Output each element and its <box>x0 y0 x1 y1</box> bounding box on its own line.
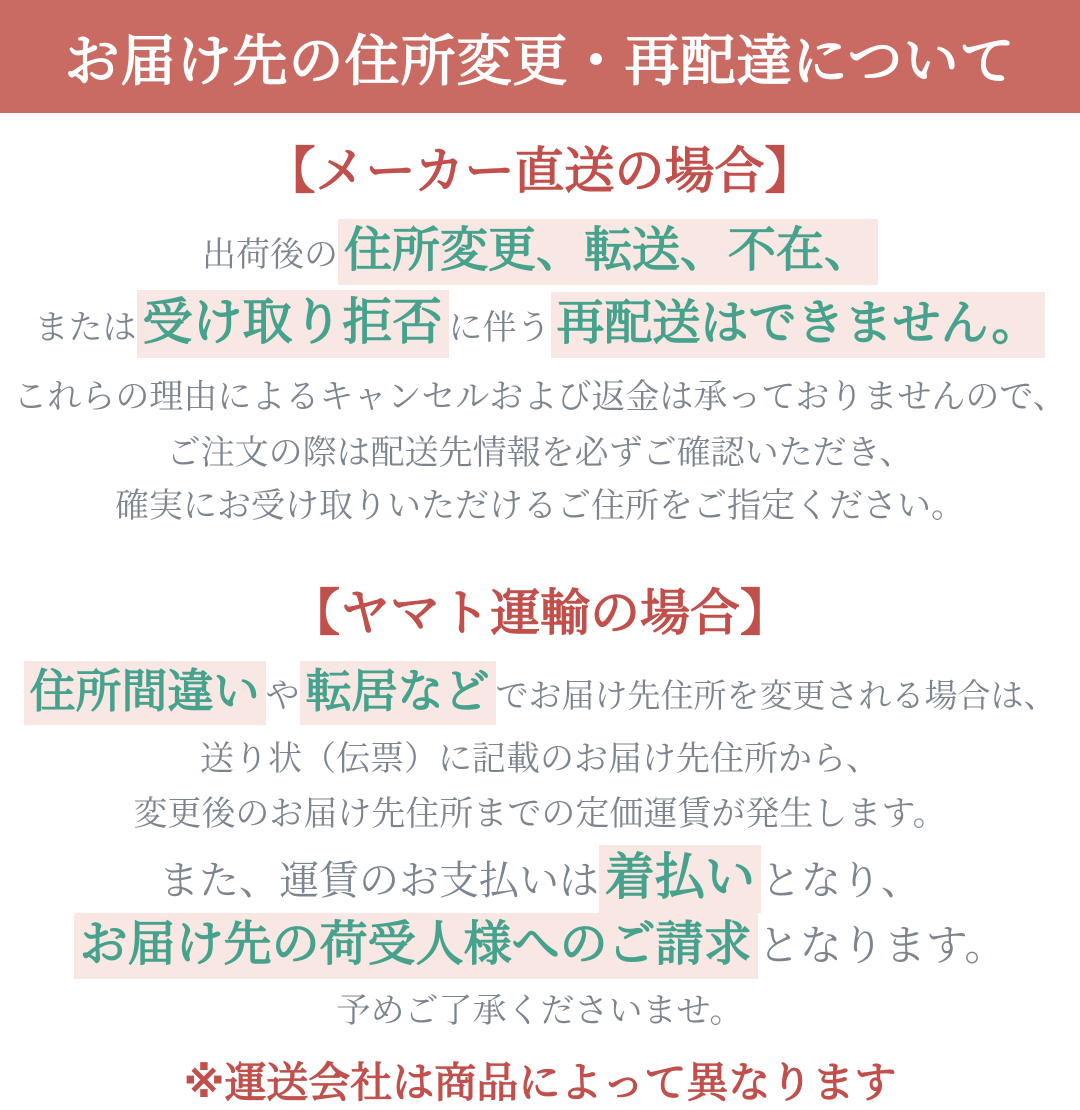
text-segment: でお届け先住所を変更される場合は、 <box>495 676 1057 716</box>
section-yamato-transport <box>0 573 1080 1110</box>
text-segment: となります。 <box>757 920 1007 970</box>
yamato-paragraph-3: 予めご了承くださいませ。 <box>336 990 744 1031</box>
section-maker-direct <box>0 131 1080 527</box>
banner-title: お届け先の住所変更・再配達について <box>64 29 1016 93</box>
maker-paragraph-2: ご注文の際は配送先情報を必ずご確認いただき、 <box>166 433 914 474</box>
text-segment: 出荷後の <box>201 235 338 275</box>
maker-line-refusal <box>0 294 1080 352</box>
highlight-keyword: 住所変更、転送、不在、 <box>338 219 878 285</box>
highlight-keyword: 受け取り拒否 <box>137 290 449 358</box>
text-segment: や <box>265 676 300 717</box>
text-segment: または <box>34 308 137 349</box>
maker-paragraph-1: これらの理由によるキャンセルおよび返金は承っておりませんので、 <box>13 376 1067 417</box>
yamato-line-address-change <box>0 665 1080 718</box>
maker-paragraph-3: 確実にお受け取りいただけるご住所をご指定ください。 <box>115 485 965 526</box>
maker-line-shipped <box>0 223 1080 278</box>
maker-section-heading: 【メーカー直送の場合】 <box>265 142 815 200</box>
yamato-paragraph-1: 送り状（伝票）に記載のお届け先住所から、 <box>200 739 880 780</box>
carrier-varies-note: ※運送会社は商品によって異なります <box>183 1058 897 1108</box>
banner <box>0 0 1080 113</box>
yamato-line-cod <box>0 849 1080 907</box>
highlight-keyword: お届け先の荷受人様へのご請求 <box>74 913 758 979</box>
yamato-line-billing <box>0 917 1080 972</box>
highlight-keyword: 住所間違い <box>24 661 266 725</box>
highlight-keyword: 着払い <box>599 845 761 913</box>
text-segment: となり、 <box>761 858 921 905</box>
text-segment: また、運賃のお支払いは <box>159 858 599 905</box>
highlight-keyword: 再配送はできません。 <box>551 292 1046 358</box>
text-segment: に伴う <box>448 308 551 349</box>
yamato-section-heading: 【ヤマト運輸の場合】 <box>290 584 790 643</box>
yamato-paragraph-2: 変更後のお届け先住所までの定価運賃が発生します。 <box>133 793 947 834</box>
highlight-keyword: 転居など <box>300 661 496 725</box>
